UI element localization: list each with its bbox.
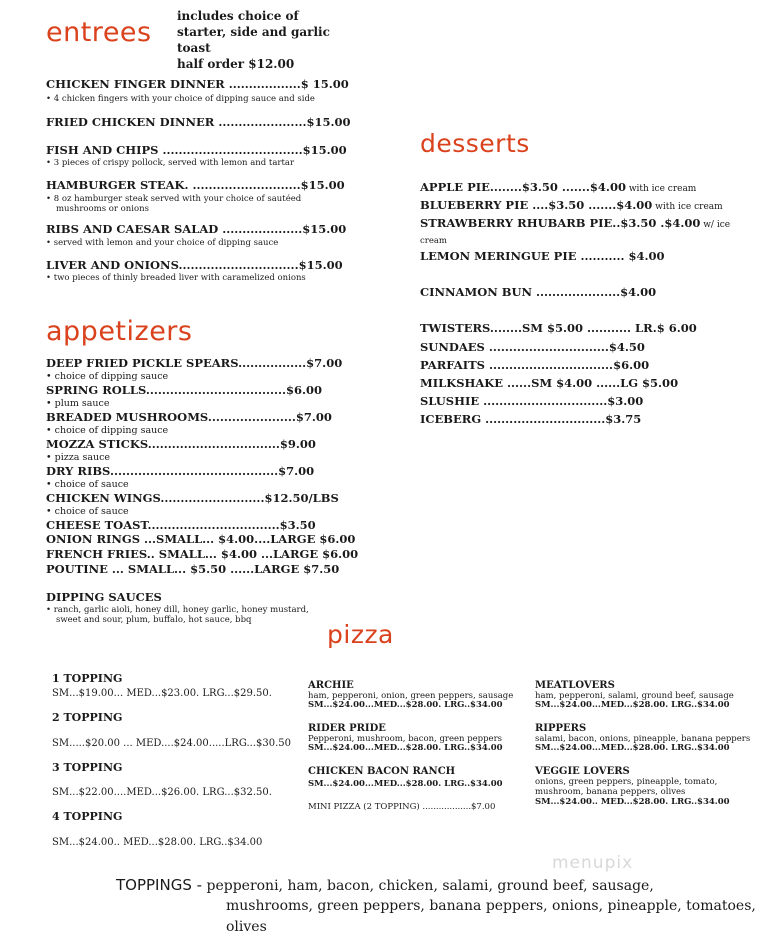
desserts-heading: desserts (420, 129, 530, 158)
pizza-specialty-desc: Pepperoni, mushroom, bacon, green peppers (308, 734, 503, 744)
dessert-item-text: STRAWBERRY RHUBARB PIE..$3.50 .$4.00 (420, 216, 701, 230)
entrees-note-line: toast (177, 41, 211, 55)
pizza-specialty-desc: onions, green peppers, pineapple, tomato, (535, 777, 718, 787)
entree-item: FISH AND CHIPS ...................................$15.00 (46, 143, 347, 157)
mini-pizza: MINI PIZZA (2 TOPPING) ..................$7.00 (308, 802, 496, 812)
entree-item: HAMBURGER STEAK. ...........................$15.00 (46, 178, 345, 192)
appetizer-item: MOZZA STICKS.................................$9.00 (46, 437, 316, 451)
pizza-specialty-price: SM...$24.00...MED...$28.00. LRG..$34.00 (308, 743, 503, 753)
appetizer-item: CHEESE TOAST.................................$3.50 (46, 518, 316, 532)
appetizer-item: FRENCH FRIES.. SMALL... $4.00 ...LARGE $6.00 (46, 547, 359, 561)
frozen-item: MILKSHAKE ......SM $4.00 ......LG $5.00 (420, 376, 679, 390)
appetizer-sub: • pizza sauce (46, 452, 110, 463)
entrees-note-line: half order $12.00 (177, 57, 295, 71)
appetizer-sub: • choice of dipping sauce (46, 425, 168, 436)
entree-item: CHICKEN FINGER DINNER ..................$ 15.00 (46, 77, 349, 91)
dessert-item-text: BLUEBERRY PIE ....$3.50 .......$4.00 (420, 198, 653, 212)
pizza-specialty-desc: mushroom, banana peppers, olives (535, 787, 686, 797)
entrees-note-line: starter, side and garlic (177, 25, 330, 39)
entree-desc: • 8 oz hamburger steak served with your choice of sautéed (46, 194, 301, 204)
dessert-item (420, 216, 730, 230)
dessert-item (420, 180, 696, 194)
appetizer-sub: • choice of sauce (46, 479, 129, 490)
appetizer-item: BREADED MUSHROOMS......................$7.00 (46, 410, 332, 424)
toppings-list: pepperoni, ham, bacon, chicken, salami, ground beef, sausage, (206, 878, 654, 894)
pizza-specialty-price: SM...$24.00...MED...$28.00. LRG..$34.00 (535, 700, 730, 710)
entrees-note (177, 8, 330, 72)
appetizer-sub: • plum sauce (46, 398, 110, 409)
appetizer-item: ONION RINGS ...SMALL... $4.00....LARGE $6.00 (46, 532, 356, 546)
pizza-size-title: 2 TOPPING (52, 711, 123, 724)
dipping-sauces-list: • ranch, garlic aioli, honey dill, honey garlic, honey mustard, (46, 605, 309, 615)
dessert-item (420, 198, 723, 212)
appetizer-item: SPRING ROLLS...................................$6.00 (46, 383, 323, 397)
appetizer-sub: • choice of sauce (46, 506, 129, 517)
pizza-specialty-price: SM...$24.00...MED...$28.00. LRG..$34.00 (308, 700, 503, 710)
pizza-specialty-price: SM...$24.00...MED...$28.00. LRG..$34.00 (535, 743, 730, 753)
toppings-list: mushrooms, green peppers, banana peppers, onions, pineapple, tomatoes, (226, 898, 756, 914)
pizza-heading: pizza (327, 620, 394, 649)
dipping-sauces-title: DIPPING SAUCES (46, 590, 162, 604)
pizza-specialty-price: SM...$24.00...MED...$28.00. LRG..$34.00 (308, 779, 503, 789)
pizza-specialty-title: ARCHIE (308, 680, 354, 691)
pizza-size-title: 3 TOPPING (52, 761, 123, 774)
entree-desc: • 4 chicken fingers with your choice of dipping sauce and side (46, 94, 315, 104)
pizza-specialty-desc: ham, pepperoni, onion, green peppers, sausage (308, 691, 514, 701)
dessert-item: LEMON MERINGUE PIE ........... $4.00 (420, 249, 665, 263)
pizza-specialty-title: RIPPERS (535, 723, 587, 734)
pizza-size-price: SM.....$20.00 ... MED....$24.00.....LRG...$30.50 (52, 738, 291, 749)
dessert-item-text: APPLE PIE........$3.50 .......$4.00 (420, 180, 626, 194)
frozen-item: SLUSHIE ...............................$3.00 (420, 394, 644, 408)
appetizers-heading: appetizers (46, 316, 193, 347)
toppings-line (116, 875, 654, 897)
frozen-item: ICEBERG ..............................$3.75 (420, 412, 642, 426)
entree-item: LIVER AND ONIONS..............................$15.00 (46, 258, 343, 272)
frozen-item: SUNDAES ..............................$4.50 (420, 340, 645, 354)
entree-desc: mushrooms or onions (56, 204, 149, 214)
frozen-item: TWISTERS........SM $5.00 ........... LR.$ 6.00 (420, 321, 697, 335)
dessert-item-note: with ice cream (652, 202, 723, 212)
entree-desc: • served with lemon and your choice of dipping sauce (46, 238, 278, 248)
appetizer-item: CHICKEN WINGS..........................$12.50/LBS (46, 491, 339, 505)
pizza-size-title: 4 TOPPING (52, 810, 123, 823)
dipping-sauces-list: sweet and sour, plum, buffalo, hot sauce, bbq (56, 615, 252, 625)
entrees-heading: entrees (46, 17, 152, 48)
dessert-item-note: with ice cream (625, 184, 697, 194)
pizza-size-price: SM...$22.00....MED...$26.00. LRG...$32.50. (52, 787, 272, 798)
appetizer-item: POUTINE ... SMALL... $5.50 ......LARGE $7.50 (46, 562, 340, 576)
pizza-specialty-desc: ham, pepperoni, salami, ground beef, sausage (535, 691, 734, 701)
appetizer-item: DRY RIBS..........................................$7.00 (46, 464, 315, 478)
toppings-list: olives (226, 919, 267, 935)
frozen-item: PARFAITS ...............................$6.00 (420, 358, 650, 372)
entree-item: FRIED CHICKEN DINNER ......................$15.00 (46, 115, 351, 129)
pizza-specialty-title: MEATLOVERS (535, 680, 615, 691)
entree-desc: • 3 pieces of crispy pollock, served with lemon and tartar (46, 158, 294, 168)
dessert-item: CINNAMON BUN .....................$4.00 (420, 285, 657, 299)
toppings-label: TOPPINGS - (116, 876, 203, 894)
pizza-size-title: 1 TOPPING (52, 672, 123, 685)
pizza-specialty-desc: salami, bacon, onions, pineapple, banana peppers (535, 734, 751, 744)
dessert-item-note: w/ ice (700, 220, 731, 230)
pizza-size-price: SM...$24.00.. MED...$28.00. LRG..$34.00 (52, 837, 263, 848)
entree-desc: • two pieces of thinly breaded liver with caramelized onions (46, 273, 306, 283)
pizza-size-price: SM...$19.00... MED...$23.00. LRG...$29.50. (52, 688, 272, 699)
pizza-specialty-price: SM...$24.00.. MED...$28.00. LRG..$34.00 (535, 797, 730, 807)
pizza-specialty-title: VEGGIE LOVERS (535, 766, 630, 777)
pizza-specialty-title: CHICKEN BACON RANCH (308, 766, 456, 777)
entree-item: RIBS AND CAESAR SALAD ....................$15.00 (46, 222, 347, 236)
dessert-item-note: cream (420, 236, 447, 246)
watermark-logo: menupix (552, 853, 634, 873)
appetizer-item: DEEP FRIED PICKLE SPEARS.................$7.00 (46, 356, 343, 370)
appetizer-sub: • choice of dipping sauce (46, 371, 168, 382)
entrees-note-line: includes choice of (177, 9, 299, 23)
pizza-specialty-title: RIDER PRIDE (308, 723, 386, 734)
